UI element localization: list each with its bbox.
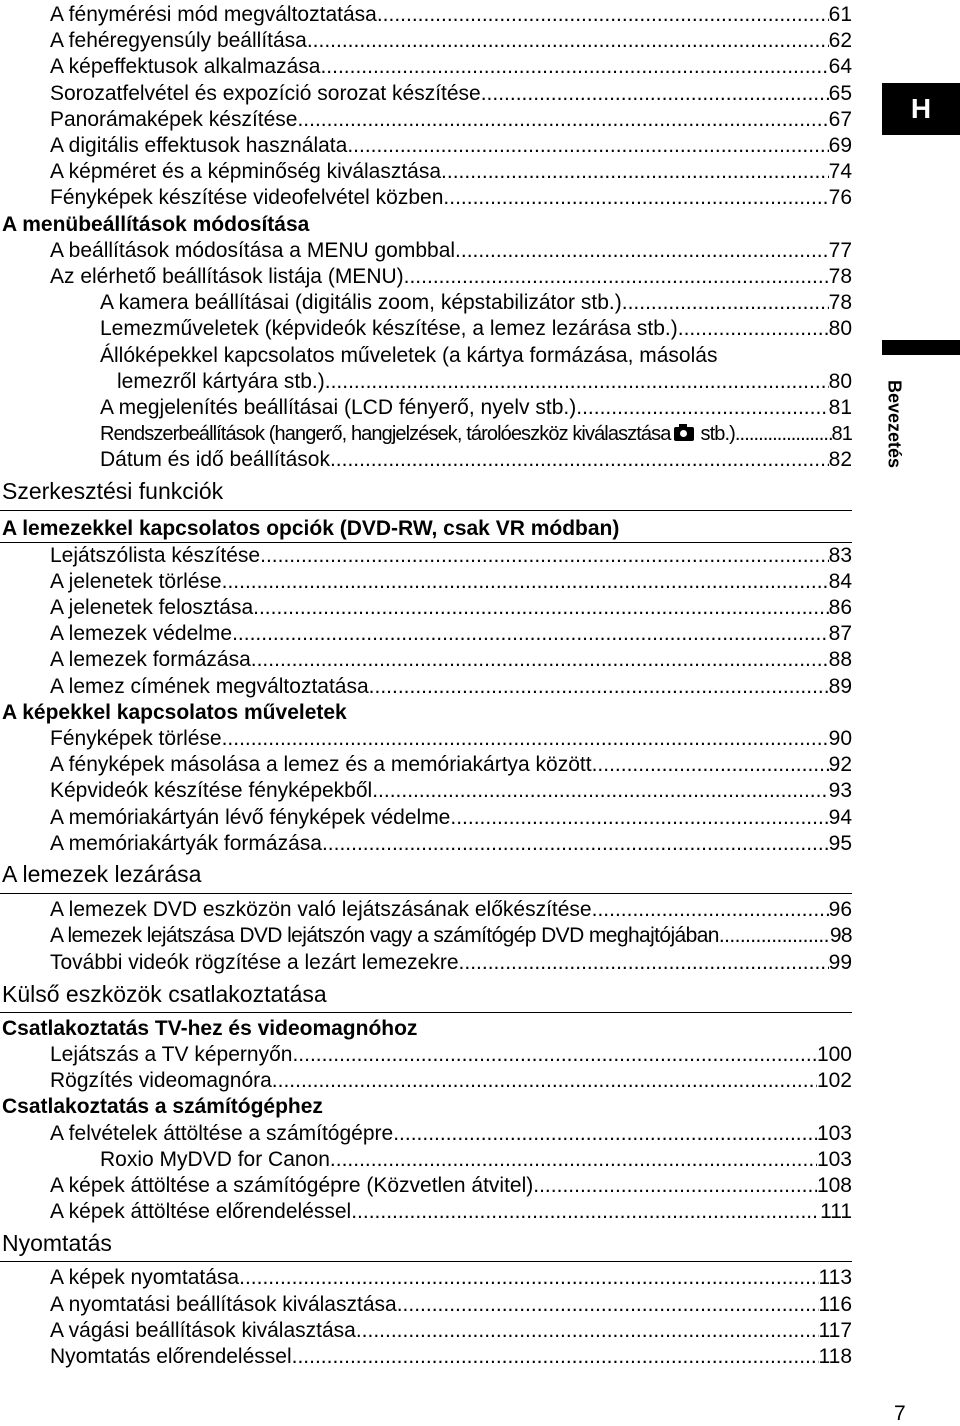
toc-heading-editing[interactable]: Szerkesztési funkciók: [0, 476, 852, 511]
toc-entry[interactable]: Sorozatfelvétel és expozíció sorozat készítése ..... 65: [50, 81, 852, 107]
toc-entry[interactable]: Lemezműveletek (képvideók készítése, a lemez lezárása stb.) ..... 80: [0, 316, 852, 342]
toc-entry[interactable]: Lejátszólista készítése ..... 83: [50, 543, 852, 569]
toc-entry[interactable]: A kamera beállításai (digitális zoom, képstabilizátor stb.) ..... 78: [0, 290, 852, 316]
toc-entry-line[interactable]: Állóképekkel kapcsolatos műveletek (a kártya formázása, másolás: [100, 343, 718, 367]
toc-entry[interactable]: A lemezek formázása ..... 88: [50, 647, 852, 673]
toc-heading-finalize[interactable]: A lemezek lezárása: [0, 857, 852, 894]
toc-entry[interactable]: A képméret és a képminőség kiválasztása ..... 74: [50, 159, 852, 185]
toc-entry[interactable]: A megjelenítés beállításai (LCD fényerő, nyelv stb.) ..... 81: [0, 395, 852, 421]
toc-entry[interactable]: A lemezek DVD eszközön való lejátszásának előkészítése ..... 96: [50, 897, 852, 923]
toc-entry[interactable]: A felvételek áttöltése a számítógépre ..... 103: [0, 1121, 852, 1147]
toc-heading-menu[interactable]: A menübeállítások módosítása: [2, 212, 310, 236]
toc-entry[interactable]: Fényképek törlése ..... 90: [50, 726, 852, 752]
toc-heading-tv[interactable]: Csatlakoztatás TV-hez és videomagnóhoz: [2, 1016, 418, 1040]
toc-entry[interactable]: Fényképek készítése videofelvétel közben ..... 76: [50, 185, 852, 211]
toc-entry[interactable]: A memóriakártyák formázása ..... 95: [50, 831, 852, 857]
toc-entry[interactable]: A fehéregyensúly beállítása ..... 62: [50, 28, 852, 54]
toc-entry[interactable]: A vágási beállítások kiválasztása ..... 117: [50, 1318, 852, 1344]
toc-entry[interactable]: A lemezek védelme ..... 87: [50, 621, 852, 647]
toc-entry[interactable]: Nyomtatás előrendeléssel ..... 118: [50, 1344, 852, 1370]
toc-entry[interactable]: A nyomtatási beállítások kiválasztása ..... 116: [50, 1292, 852, 1318]
toc-entry[interactable]: További videók rögzítése a lezárt lemezekre ..... 99: [50, 950, 852, 976]
toc-entry[interactable]: A jelenetek törlése ..... 84: [50, 569, 852, 595]
language-tab: H: [882, 83, 960, 135]
toc-entry[interactable]: A képeffektusok alkalmazása ..... 64: [50, 54, 852, 80]
table-of-contents: [0, 2, 852, 1370]
toc-entry[interactable]: Képvideók készítése fényképekből ..... 93: [50, 778, 852, 804]
toc-entry[interactable]: A lemezek lejátszása DVD lejátszón vagy a számítógép DVD meghajtójában ..... 98: [50, 923, 852, 949]
toc-heading-image-ops[interactable]: A képekkel kapcsolatos műveletek: [2, 700, 347, 724]
toc-entry[interactable]: Lejátszás a TV képernyőn ..... 100: [50, 1042, 852, 1068]
toc-entry[interactable]: A jelenetek felosztása ..... 86: [50, 595, 852, 621]
toc-entry[interactable]: A képek áttöltése a számítógépre (Közvetlen átvitel) ..... 108: [0, 1173, 852, 1199]
toc-heading-pc[interactable]: Csatlakoztatás a számítógéphez: [2, 1095, 323, 1119]
toc-heading-print[interactable]: Nyomtatás: [0, 1227, 852, 1262]
toc-entry[interactable]: A képek nyomtatása ..... 113: [50, 1265, 852, 1291]
toc-entry[interactable]: A fényképek másolása a lemez és a memóriakártya között ..... 92: [50, 752, 852, 778]
toc-entry[interactable]: Rögzítés videomagnóra ..... 102: [50, 1068, 852, 1094]
section-tab-label: Bevezetés: [884, 379, 905, 469]
toc-entry[interactable]: Panorámaképek készítése ..... 67: [50, 107, 852, 133]
toc-entry[interactable]: A lemez címének megváltoztatása ..... 89: [50, 674, 852, 700]
toc-entry[interactable]: A memóriakártyán lévő fényképek védelme ..... 94: [50, 805, 852, 831]
camera-icon: [674, 427, 694, 441]
toc-heading-disc-ops[interactable]: A lemezekkel kapcsolatos opciók (DVD-RW, csak VR módban): [0, 515, 852, 543]
toc-group-1: [0, 2, 852, 212]
toc-entry[interactable]: Az elérhető beállítások listája (MENU) ..... 78: [0, 264, 852, 290]
toc-entry[interactable]: lemezről kártyára stb.) ..... 80: [0, 369, 852, 395]
section-tab-bar: [882, 340, 960, 355]
toc-entry[interactable]: Dátum és idő beállítások ..... 82: [0, 447, 852, 473]
section-tab: [882, 372, 906, 476]
page-number: 7: [894, 1402, 906, 1425]
toc-entry[interactable]: Roxio MyDVD for Canon ..... 103: [0, 1147, 852, 1173]
toc-entry[interactable]: A képek áttöltése előrendeléssel ..... 111: [0, 1199, 852, 1225]
toc-entry[interactable]: A beállítások módosítása a MENU gombbal ..... 77: [0, 238, 852, 264]
toc-entry[interactable]: A fénymérési mód megváltoztatása ..... 61: [50, 2, 852, 28]
toc-entry[interactable]: A digitális effektusok használata ..... 69: [50, 133, 852, 159]
toc-entry[interactable]: Rendszerbeállítások (hangerő, hangjelzések, tárolóeszköz kiválasztása stb.) ..... 81: [0, 421, 852, 447]
toc-heading-external[interactable]: Külső eszközök csatlakoztatása: [0, 978, 852, 1013]
